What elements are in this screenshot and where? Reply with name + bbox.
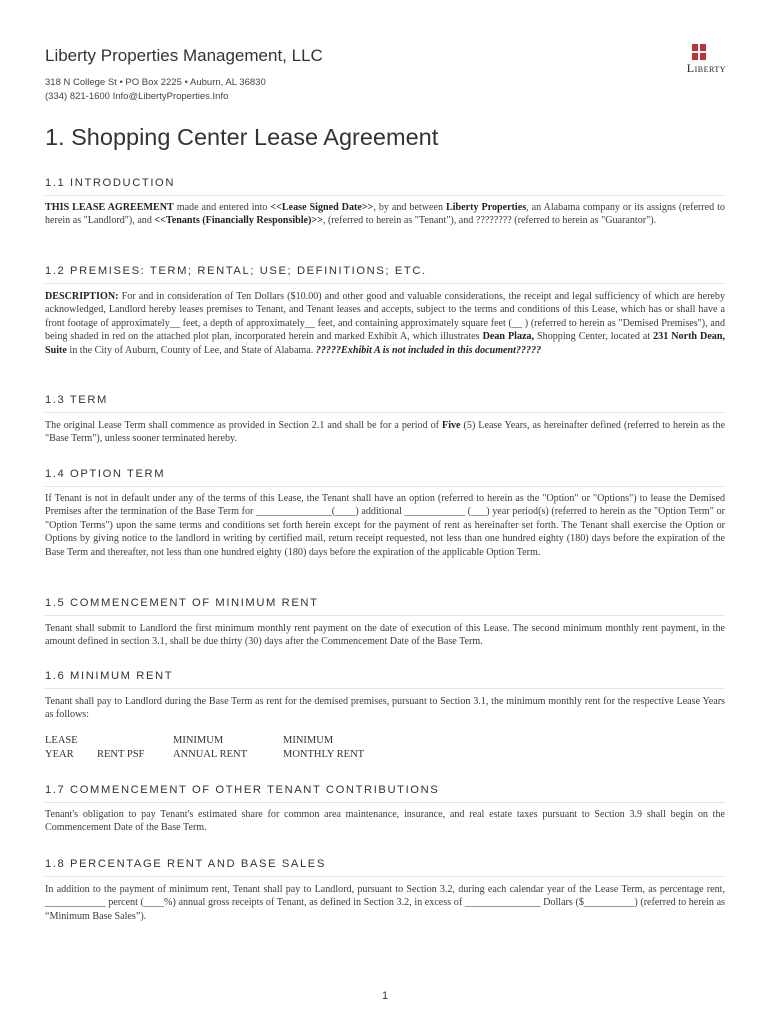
column-header: ANNUAL RENT <box>173 749 247 760</box>
monthly-rent-column <box>283 734 364 762</box>
commencement-paragraph: Tenant shall submit to Landlord the first minimum monthly rent payment on the date of execution of this Lease. The second minimum monthly rent payment, in the amount defined in section 3.1, shall be due thirty (30) days after the Commencement Date of the Base Term. <box>45 623 725 648</box>
company-name: Liberty Properties Management, LLC <box>45 46 323 65</box>
logo-text: Liberty <box>686 61 726 75</box>
premises-paragraph: DESCRIPTION: For and in consideration of Ten Dollars ($10.00) and other good and valuable considerations, the receipt and legal sufficiency of which are hereby acknowledged, Landlord hereby leases premises to Tenant, and Tenant leases and accepts, subject to the terms and conditions of this Lease, which has or shall have a front footage of approximately__ feet, a depth of approximately__ feet, and containing approximately square feet (__ ) (referred to herein as "Demised Premises"), and being shaded in red on the attached plot plan, incorporated herein and marked Exhibit A, which illustrates Dean Plaza, Shopping Center, located at 231 North Dean, Suite in the City of Auburn, County of Lee, and State of Alabama. ?????Exhibit A is not included in this document????? <box>45 291 725 356</box>
column-header: RENT PSF <box>97 749 145 760</box>
section-heading-percentage-rent: 1.8 PERCENTAGE RENT AND BASE SALES <box>45 858 725 877</box>
section-heading-term: 1.3 TERM <box>45 394 725 413</box>
page-number: 1 <box>381 990 389 1002</box>
address-line: 318 N College St • PO Box 2225 • Auburn, AL 36830 <box>45 77 266 88</box>
lease-year-column <box>45 734 78 762</box>
percentage-rent-paragraph: In addition to the payment of minimum rent, Tenant shall pay to Landlord, pursuant to Section 3.2, during each calendar year of the Lease Term, as percentage rent, ____________ percent (____%) annual gross receipts of Tenant, as defined in Section 3.2, in excess of _______________ Dollars ($__________) (referred to herein as “Minimum Base Sales”). <box>45 884 725 922</box>
annual-rent-column <box>173 734 247 762</box>
section-heading-commencement: 1.5 COMMENCEMENT OF MINIMUM RENT <box>45 597 725 616</box>
section-heading-tenant-contributions: 1.7 COMMENCEMENT OF OTHER TENANT CONTRIBUTIONS <box>45 784 725 803</box>
section-heading-option-term: 1.4 OPTION TERM <box>45 468 725 487</box>
tenant-contributions-paragraph: Tenant's obligation to pay Tenant's estimated share for common area maintenance, insurance, and real estate taxes pursuant to Section 3.9 shall begin on the Commencement Date of the Base Term. <box>45 809 725 834</box>
column-header: LEASE <box>45 735 78 746</box>
minimum-rent-paragraph: Tenant shall pay to Landlord during the Base Term as rent for the demised premises, pursuant to Section 3.1, the minimum monthly rent for the respective Lease Years as follows: <box>45 696 725 721</box>
document-title: 1. Shopping Center Lease Agreement <box>45 124 439 150</box>
rent-psf-column <box>97 734 144 762</box>
term-paragraph: The original Lease Term shall commence as provided in Section 2.1 and shall be for a period of Five (5) Lease Years, as hereinafter defined (referred to herein as the "Base Term"), unless sooner terminated hereby. <box>45 420 725 445</box>
contact-line: (334) 821-1600 Info@LibertyProperties.Info <box>45 91 229 102</box>
section-heading-premises: 1.2 PREMISES: TERM; RENTAL; USE; DEFINITIONS; ETC. <box>45 265 725 284</box>
column-header: MINIMUM <box>173 735 224 746</box>
section-heading-minimum-rent: 1.6 MINIMUM RENT <box>45 670 725 689</box>
introduction-paragraph: THIS LEASE AGREEMENT made and entered into <<Lease Signed Date>>, by and between Liberty Properties, an Alabama company or its assigns (referred to herein as "Landlord"), and <<Tenants (Financially Responsible)>>, (referred to herein as "Tenant"), and ???????? (referred to herein as "Guarantor"). <box>45 202 725 227</box>
logo-mark-icon <box>692 44 706 60</box>
column-header: MINIMUM <box>283 735 334 746</box>
option-term-paragraph: If Tenant is not in default under any of the terms of this Lease, the Tenant shall have an option (referred to herein as the "Option" or "Options") to lease the Demised Premises after the termination of the Base Term for _______________(____) additional ____________ (___) year period(s) (referred to herein as the "Option Term" or "Option Terms") upon the same terms and conditions set forth herein except for the payment of rent as hereinafter set forth. The Tenant shall exercise the Option or Options by giving notice to the landlord in writing by certified mail, return receipt requested, not less than one hundred eighty (180) days before the expiration of the Base Term and thereafter, not less than one hundred eighty (180) days before the expiration of the applicable Option Term. <box>45 493 725 558</box>
column-header: MONTHLY RENT <box>283 749 365 760</box>
section-heading-introduction: 1.1 INTRODUCTION <box>45 177 725 196</box>
column-header: YEAR <box>45 749 74 760</box>
